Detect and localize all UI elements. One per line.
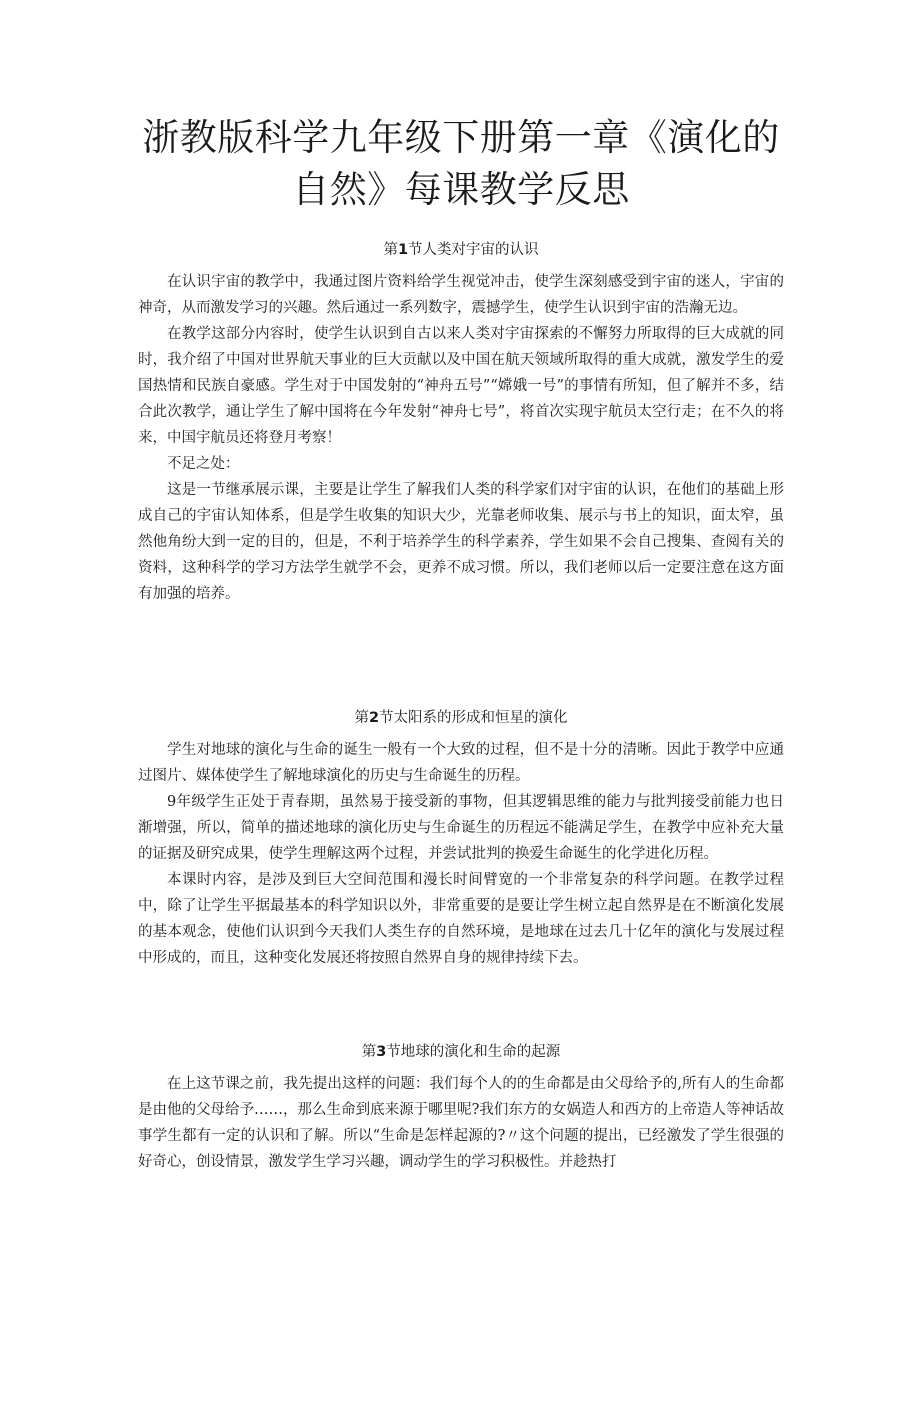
section-title [138, 1041, 784, 1063]
section-title-prefix: 第 [354, 710, 369, 726]
section-title-text: 节人类对宇宙的认识 [408, 242, 539, 258]
section-title-prefix: 第 [383, 242, 398, 258]
paragraph-heading: 不足之处： [167, 456, 240, 472]
section-number: 3 [376, 1044, 387, 1060]
section-3 [138, 1041, 784, 1175]
paragraph: 这是一节继承展示课，主要是让学生了解我们人类的科学家们对宇宙的认识，在他们的基础上形成自己的宇宙认知体系，但是学生收集的知识大少，光靠老师收集、展示与书上的知识，面太窄，虽然他角纷大到一定的目的，但是，不利于培养学生的科学素养，学生如果不会自己搜集、查阅有关的资料，这种科学的学习方法学生就学不会，更养不成习惯。所以，我们老师以后一定要注意在这方面有加强的培养。 [138, 482, 784, 602]
section-2 [138, 707, 784, 971]
paragraph: 在上这节课之前，我先提出这样的问题：我们每个人的的生命都是由父母给予的,所有人的生命都是由他的父母给予……，那么生命到底来源于哪里呢?我们东方的女娲造人和西方的上帝造人等神话故事学生都有一定的认识和了解。所以“生命是怎样起源的?〃这个问题的提出，已经激发了学生很强的好奇心，创设情景，激发学生学习兴趣，调动学生的学习积极性。并趁热打 [138, 1076, 784, 1170]
section-title-prefix: 第 [361, 1044, 377, 1060]
section-number: 1 [397, 242, 409, 258]
paragraph: 本课时内容，是涉及到巨大空间范围和漫长时间臂宽的一个非常复杂的科学问题。在教学过程中，除了让学生平据最基本的科学知识以外，非常重要的是要让学生树立起自然界是在不断演化发展的基本观念，使他们认识到今天我们人类生存的自然环境，是地球在过去几十亿年的演化与发展过程中形成的，而且，这种变化发展还将按照自然界自身的规律持续下去。 [138, 872, 784, 966]
paragraph: 在教学这部分内容时，使学生认识到自古以来人类对宇宙探索的不懈努力所取得的巨大成就的同时，我介绍了中国对世界航天事业的巨大贡献以及中国在航天领域所取得的重大成就，激发学生的爱国热情和民族自豪感。学生对于中国发射的“神舟五号”“嫦娥一号”的事情有所知，但了解并不多，结合此次教学，通让学生了解中国将在今年发射“神舟七号”，将首次实现宇航员太空行走；在不久的将来，中国宇航员还将登月考察！ [138, 326, 784, 446]
section-number: 2 [368, 710, 380, 726]
section-1 [138, 239, 784, 607]
section-title [138, 707, 784, 729]
paragraph: 在认识宇宙的教学中，我通过图片资料给学生视觉冲击，使学生深刻感受到宇宙的迷人，宇宙的神奇，从而激发学习的兴趣。然后通过一系列数字，震撼学生，使学生认识到宇宙的浩瀚无边。 [138, 274, 784, 316]
section-title-text: 节太阳系的形成和恒星的演化 [379, 710, 568, 726]
section-title [138, 239, 784, 261]
document-page [0, 112, 920, 1413]
paragraph: 9年级学生正处于青春期，虽然易于接受新的事物，但其逻辑思维的能力与批判接受前能力也日渐增强，所以，简单的描述地球的演化历史与生命诞生的历程远不能满足学生，在教学中应补充大量的证据及研究成果，使学生理解这两个过程，并尝试批判的换爱生命诞生的化学进化历程。 [138, 794, 784, 862]
document-title: 浙教版科学九年级下册第一章《演化的自然》每课教学反思 [142, 116, 780, 211]
section-title-text: 节地球的演化和生命的起源 [386, 1044, 561, 1060]
paragraph: 学生对地球的演化与生命的诞生一般有一个大致的过程，但不是十分的清晰。因此于教学中应通过图片、媒体使学生了解地球演化的历史与生命诞生的历程。 [138, 742, 784, 784]
